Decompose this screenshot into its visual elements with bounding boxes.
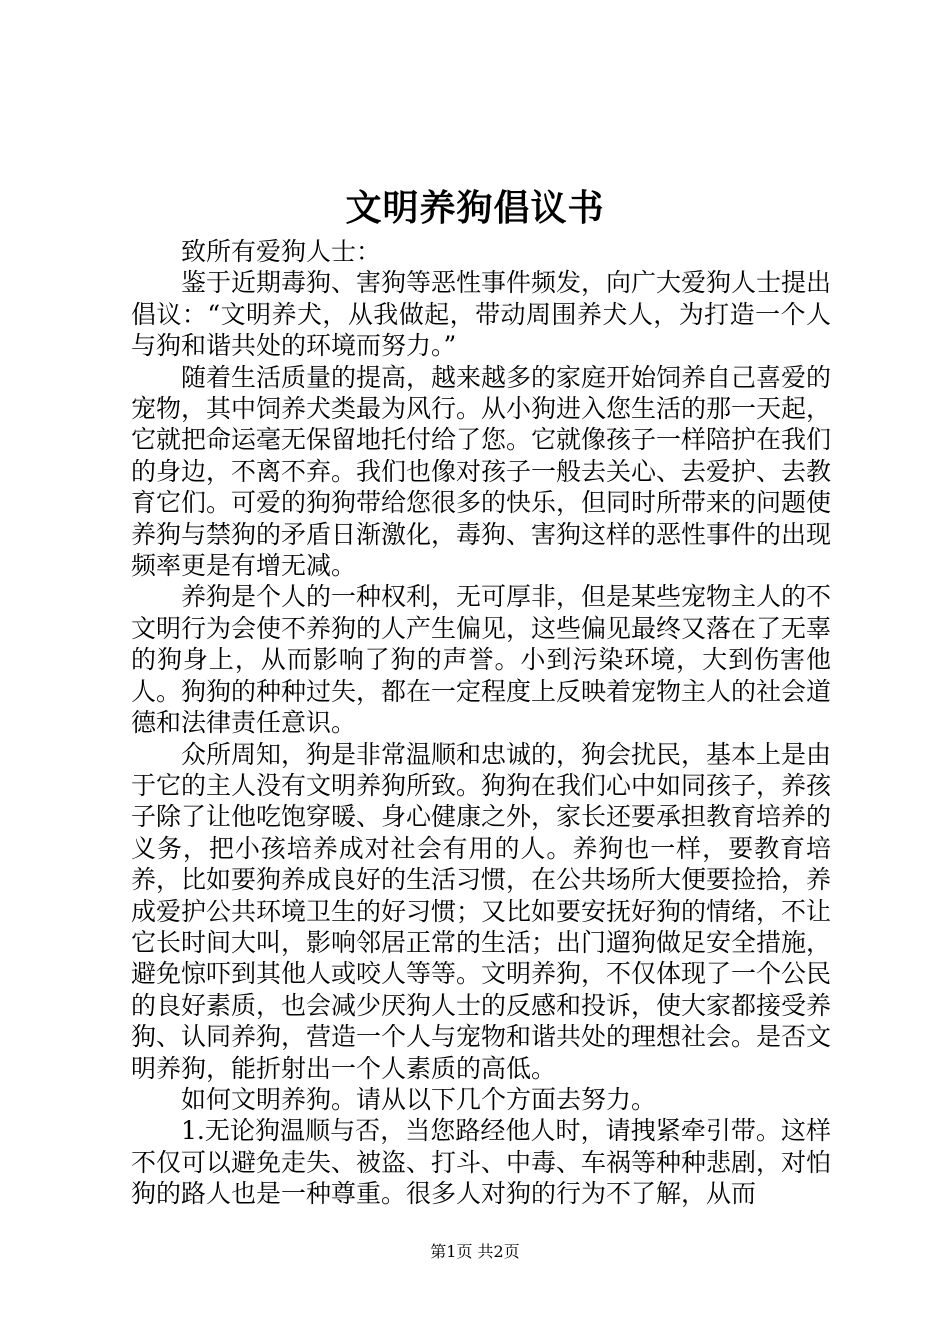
salutation: 致所有爱狗人士： xyxy=(181,237,382,266)
page-footer: 第1页 共2页 xyxy=(430,1242,520,1261)
paragraph-4: 众所周知，狗是非常温顺和忠诚的，狗会扰民，基本上是由于它的主人没有文明养狗所致。狗狗在我们心中如同孩子，养孩子除了让他吃饱穿暖、身心健康之外，家长还要承担教育培养的义务，把小孩培养成对社会有用的人。养狗也一样，要教育培养，比如要狗养成良好的生活习惯，在公共场所大便要捡拾，养成爱护公共环境卫生的好习惯；又比如要安抚好狗的情绪，不让它长时间大叫，影响邻居正常的生活；出门遛狗做足安全措施，避免惊吓到其他人或咬人等等。文明养狗，不仅体现了一个公民的良好素质，也会减少厌狗人士的反感和投诉，使大家都接受养狗、认同养狗，营造一个人与宠物和谐共处的理想社会。是否文明养狗，能折射出一个人素质的高低。 xyxy=(131,739,832,1083)
document-title: 文明养狗倡议书 xyxy=(345,187,605,229)
paragraph-1: 鉴于近期毒狗、害狗等恶性事件频发，向广大爱狗人士提出倡议：“文明养犬，从我做起，带动周围养犬人，为打造一个人与狗和谐共处的环境而努力。” xyxy=(131,268,832,361)
paragraph-5: 如何文明养狗。请从以下几个方面去努力。 xyxy=(181,1084,657,1114)
paragraph-6: 1.无论狗温顺与否，当您路经他人时，请拽紧牵引带。这样不仅可以避免走失、被盗、打斗、中毒、车祸等种种悲剧，对怕狗的路人也是一种尊重。很多人对狗的行为不了解，从而 xyxy=(131,1116,832,1209)
paragraph-2: 随着生活质量的提高，越来越多的家庭开始饲养自己喜爱的宠物，其中饲养犬类最为风行。从小狗进入您生活的那一天起，它就把命运毫无保留地托付给了您。它就像孩子一样陪护在我们的身边，不离不弃。我们也像对孩子一般去关心、去爱护、去教育它们。可爱的狗狗带给您很多的快乐，但同时所带来的问题使养狗与禁狗的矛盾日渐激化，毒狗、害狗这样的恶性事件的出现频率更是有增无减。 xyxy=(131,362,832,581)
paragraph-3: 养狗是个人的一种权利，无可厚非，但是某些宠物主人的不文明行为会使不养狗的人产生偏见，这些偏见最终又落在了无辜的狗身上，从而影响了狗的声誉。小到污染环境，大到伤害他人。狗狗的种种过失，都在一定程度上反映着宠物主人的社会道德和法律责任意识。 xyxy=(131,582,832,738)
document-body xyxy=(131,236,831,1210)
